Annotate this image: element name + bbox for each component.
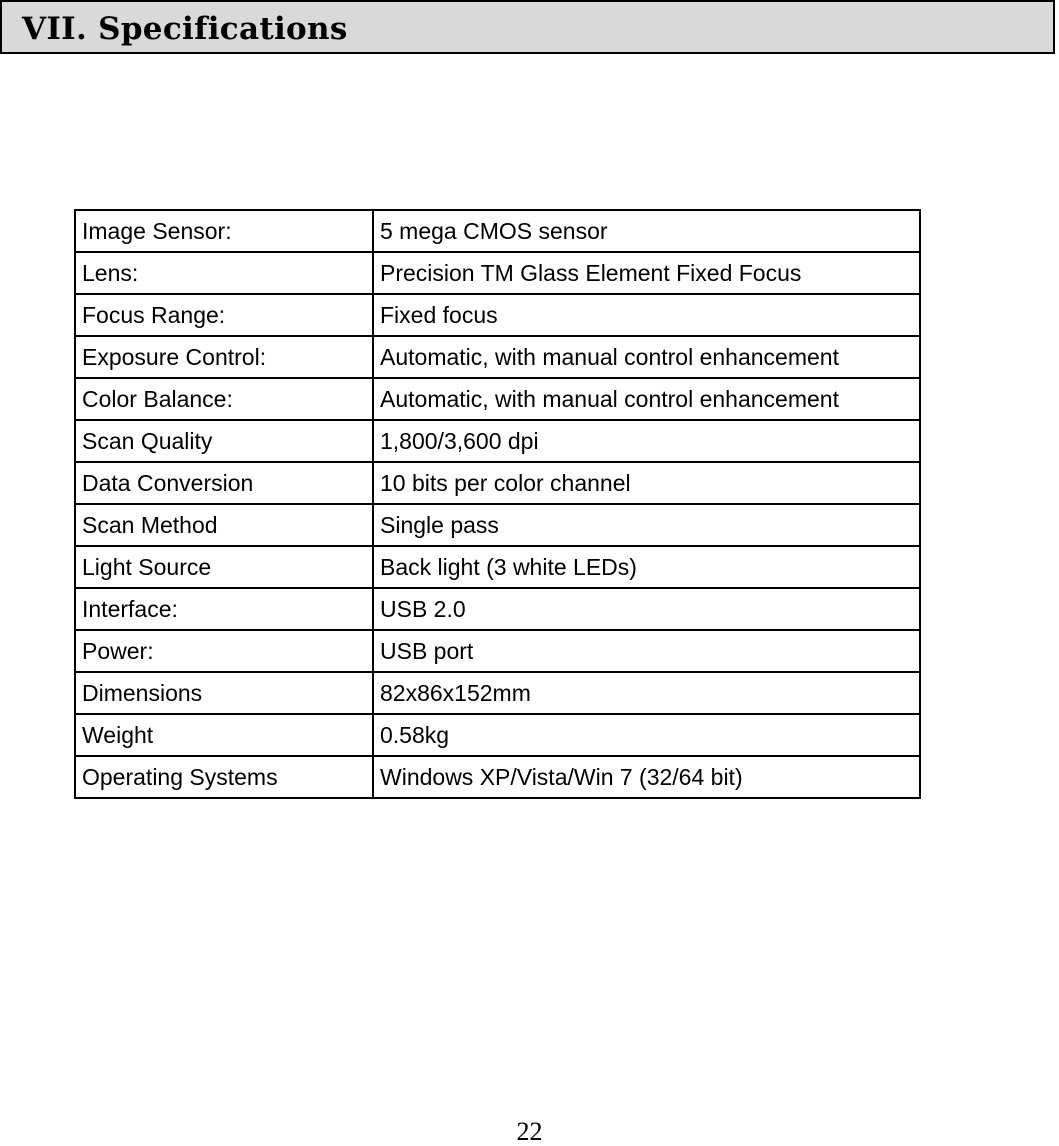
spec-value: 1,800/3,600 dpi xyxy=(373,420,920,462)
table-row xyxy=(75,210,920,252)
spec-label: Lens: xyxy=(75,252,373,294)
section-header xyxy=(0,0,1055,54)
section-title: VII. Specifications xyxy=(22,11,348,47)
spec-value: Windows XP/Vista/Win 7 (32/64 bit) xyxy=(373,756,920,798)
spec-label: Scan Quality xyxy=(75,420,373,462)
table-row xyxy=(75,714,920,756)
spec-label: Weight xyxy=(75,714,373,756)
table-row xyxy=(75,378,920,420)
spec-value: Precision TM Glass Element Fixed Focus xyxy=(373,252,920,294)
spec-value: Back light (3 white LEDs) xyxy=(373,546,920,588)
spec-value: Single pass xyxy=(373,504,920,546)
spec-label: Exposure Control: xyxy=(75,336,373,378)
spec-label: Focus Range: xyxy=(75,294,373,336)
spec-value: 82x86x152mm xyxy=(373,672,920,714)
spec-label: Scan Method xyxy=(75,504,373,546)
spec-value: 5 mega CMOS sensor xyxy=(373,210,920,252)
table-row xyxy=(75,756,920,798)
spec-label: Power: xyxy=(75,630,373,672)
spec-value: USB 2.0 xyxy=(373,588,920,630)
spec-value: Automatic, with manual control enhancement xyxy=(373,336,920,378)
spec-label: Operating Systems xyxy=(75,756,373,798)
spec-label: Data Conversion xyxy=(75,462,373,504)
table-row xyxy=(75,336,920,378)
spec-label: Color Balance: xyxy=(75,378,373,420)
table-row xyxy=(75,420,920,462)
page-number: 22 xyxy=(516,1117,543,1146)
table-row xyxy=(75,672,920,714)
table-row xyxy=(75,294,920,336)
table-row xyxy=(75,504,920,546)
spec-value: 10 bits per color channel xyxy=(373,462,920,504)
specifications-table xyxy=(74,209,921,799)
spec-value: USB port xyxy=(373,630,920,672)
spec-value: Fixed focus xyxy=(373,294,920,336)
spec-label: Light Source xyxy=(75,546,373,588)
spec-label: Image Sensor: xyxy=(75,210,373,252)
spec-value: 0.58kg xyxy=(373,714,920,756)
spec-value: Automatic, with manual control enhancement xyxy=(373,378,920,420)
table-row xyxy=(75,462,920,504)
table-row xyxy=(75,546,920,588)
spec-label: Dimensions xyxy=(75,672,373,714)
table-row xyxy=(75,588,920,630)
spec-label: Interface: xyxy=(75,588,373,630)
table-row xyxy=(75,252,920,294)
table-row xyxy=(75,630,920,672)
